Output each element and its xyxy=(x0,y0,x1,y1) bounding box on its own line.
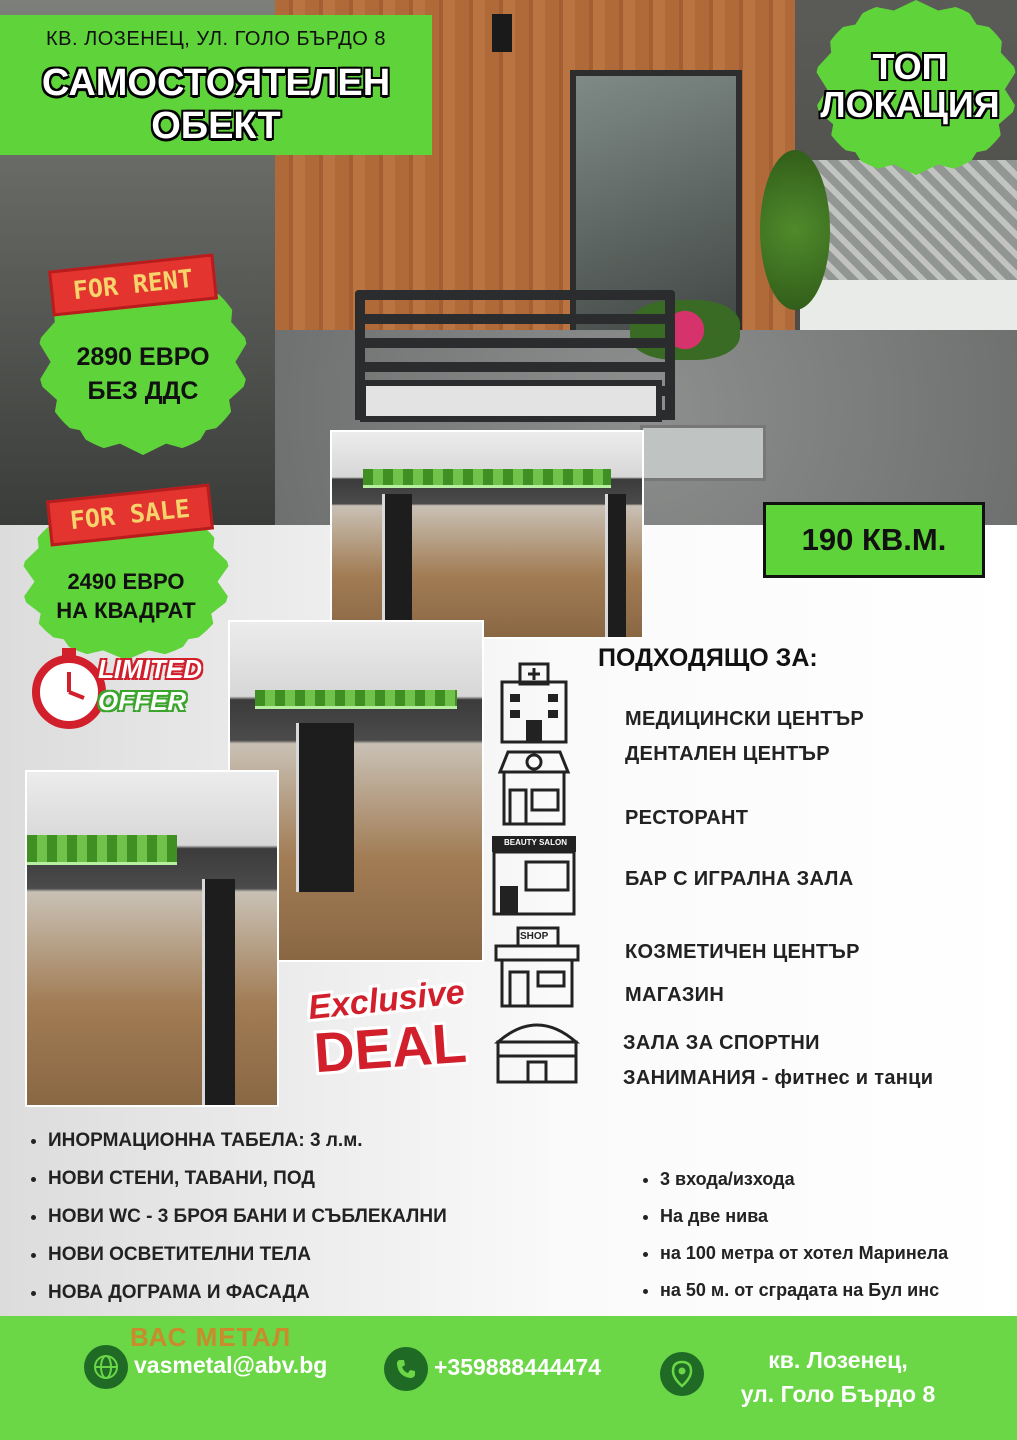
footer-address xyxy=(708,1343,968,1411)
shop-icon xyxy=(492,926,582,1010)
suitable-item: КОЗМЕТИЧЕН ЦЕНТЪР xyxy=(625,941,860,963)
shop-label: SHOP xyxy=(520,931,549,942)
table xyxy=(640,425,766,481)
plant-tree xyxy=(760,150,830,310)
top-location-text xyxy=(815,48,1005,124)
address-line2: ул. Голо Бърдо 8 xyxy=(740,1381,936,1407)
interior-photo-1 xyxy=(330,430,644,639)
feature-item: • на 100 метра от хотел Маринела xyxy=(660,1243,948,1264)
feature-item: • НОВИ ОСВЕТИТЕЛНИ ТЕЛА xyxy=(48,1244,447,1266)
feature-item: • НОВИ СТЕНИ, ТАВАНИ, ПОД xyxy=(48,1168,447,1190)
header-title xyxy=(0,62,432,148)
sale-price xyxy=(22,567,230,625)
hospital-icon xyxy=(494,660,574,744)
suitable-item: РЕСТОРАНТ xyxy=(625,807,749,829)
top-location-line1: ТОП xyxy=(872,46,948,87)
features-list-right xyxy=(638,1169,948,1317)
bench-cushion xyxy=(360,380,662,422)
feature-item: • НОВА ДОГРАМА И ФАСАДА xyxy=(48,1282,447,1304)
brand-name: ВАС МЕТАЛ xyxy=(130,1322,292,1352)
suitable-item: МЕДИЦИНСКИ ЦЕНТЪР xyxy=(625,708,865,730)
location-pin-icon xyxy=(660,1352,704,1396)
beauty-salon-icon xyxy=(490,834,578,918)
rent-price xyxy=(38,340,248,408)
feature-item: • НОВИ WC - 3 БРОЯ БАНИ И СЪБЛЕКАЛНИ xyxy=(48,1206,447,1228)
wall-lamp xyxy=(492,14,512,52)
suitable-title: ПОДХОДЯЩО ЗА: xyxy=(598,644,818,672)
email-link[interactable]: vasmetal@abv.bg xyxy=(134,1352,328,1378)
header-address: КВ. ЛОЗЕНЕЦ, УЛ. ГОЛО БЪРДО 8 xyxy=(45,28,387,50)
phone-link[interactable]: +359888444474 xyxy=(434,1354,601,1380)
restaurant-icon xyxy=(494,746,574,830)
suitable-item: ДЕНТАЛЕН ЦЕНТЪР xyxy=(625,743,830,765)
exclusive-text: Exclusive xyxy=(306,972,467,1028)
globe-icon xyxy=(84,1345,128,1389)
suitable-item: МАГАЗИН xyxy=(625,984,725,1006)
limited-offer-sticker xyxy=(24,642,214,732)
features-list-left xyxy=(26,1130,447,1320)
for-sale-stamp: FOR SALE xyxy=(46,484,214,547)
stadium-icon xyxy=(494,1012,580,1096)
phone-icon xyxy=(384,1347,428,1391)
exclusive-deal-sticker xyxy=(300,972,469,1085)
suitable-item: БАР С ИГРАЛНА ЗАЛА xyxy=(625,868,854,890)
deal-text: DEAL xyxy=(311,1010,469,1085)
offer-text: OFFER xyxy=(98,686,187,716)
suitable-item: ЗАНИМАНИЯ - фитнес и танци xyxy=(623,1067,934,1089)
railing xyxy=(800,160,1017,300)
feature-item: • 3 входа/изхода xyxy=(660,1169,948,1190)
header-title-line2: ОБЕКТ xyxy=(151,105,281,147)
address-line1: кв. Лозенец, xyxy=(768,1347,908,1373)
sale-price-line1: 2490 ЕВРО xyxy=(67,569,185,594)
header-title-line1: САМОСТОЯТЕЛЕН xyxy=(41,62,391,104)
feature-item: • ИНОРМАЦИОННА ТАБЕЛА: 3 л.м. xyxy=(48,1130,447,1152)
for-rent-stamp: FOR RENT xyxy=(48,253,218,316)
sale-price-line2: НА КВАДРАТ xyxy=(56,598,196,623)
rent-price-line1: 2890 ЕВРО xyxy=(76,343,210,371)
rent-price-line2: БЕЗ ДДС xyxy=(87,377,199,405)
limited-text: LIMITED xyxy=(98,654,202,684)
area-label: 190 КВ.М. xyxy=(763,502,985,578)
suitable-item: ЗАЛА ЗА СПОРТНИ xyxy=(623,1032,820,1054)
beauty-salon-label: BEAUTY SALON xyxy=(504,838,567,847)
feature-item: • На две нива xyxy=(660,1206,948,1227)
feature-item: • на 50 м. от сградата на Бул инс xyxy=(660,1280,948,1301)
interior-photo-3 xyxy=(25,770,279,1107)
top-location-line2: ЛОКАЦИЯ xyxy=(820,84,1000,125)
